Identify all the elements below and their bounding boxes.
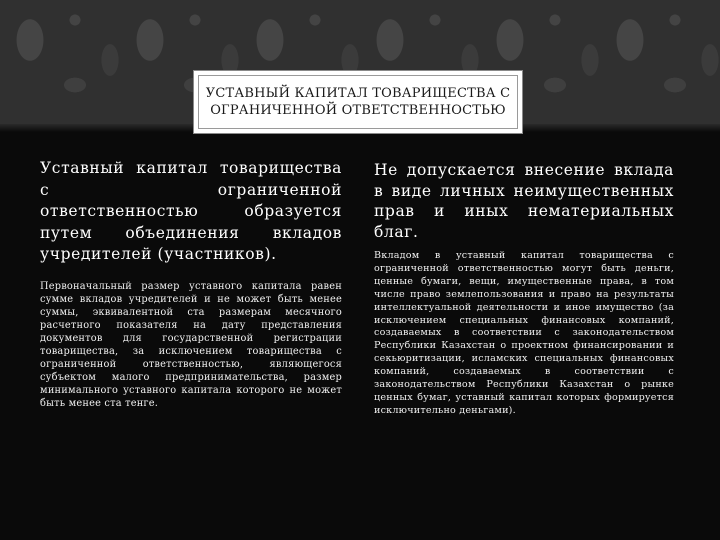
left-heading-paragraph: Уставный капитал товарищества с ограниченной ответственностью образуется путем объединения вкладов учредителей (участников). (40, 159, 342, 263)
slide-title-box (193, 70, 523, 134)
right-body-paragraph: Вкладом в уставный капитал товарищества с ограниченной ответственностью могут быть деньги, ценные бумаги, вещи, имущественные права, в том числе право землепользования и право на результаты интеллектуальной деятельности и иное имущество (за исключением специальных финансовых компаний, создаваемых в соответствии с законодательством Республики Казахстан о проектном финансировании и секьюритизации, исламских специальных финансовых компаний, создаваемых в соответствии с законодательством Республики Казахстан о рынке ценных бумаг, уставный капитал которых формируется исключительно деньгами). (374, 250, 674, 416)
right-column (374, 160, 674, 418)
slide-title: УСТАВНЫЙ КАПИТАЛ ТОВАРИЩЕСТВА С ОГРАНИЧЕННОЙ ОТВЕТСТВЕННОСТЬЮ (205, 86, 511, 118)
right-heading-paragraph: Не допускается внесение вклада в виде личных неимущественных прав и иных нематериальных благ. (374, 161, 674, 241)
left-body-paragraph: Первоначальный размер уставного капитала равен сумме вкладов учредителей и не может быть менее суммы, эквивалентной ста размерам месячного расчетного показателя на дату представления документов для государственной регистрации товарищества, за исключением товарищества с ограниченной ответственностью, являющегося субъектом малого предпринимательства, размер минимального уставного капитала которого не может быть менее ста тенге. (40, 280, 342, 410)
left-column (40, 158, 342, 410)
